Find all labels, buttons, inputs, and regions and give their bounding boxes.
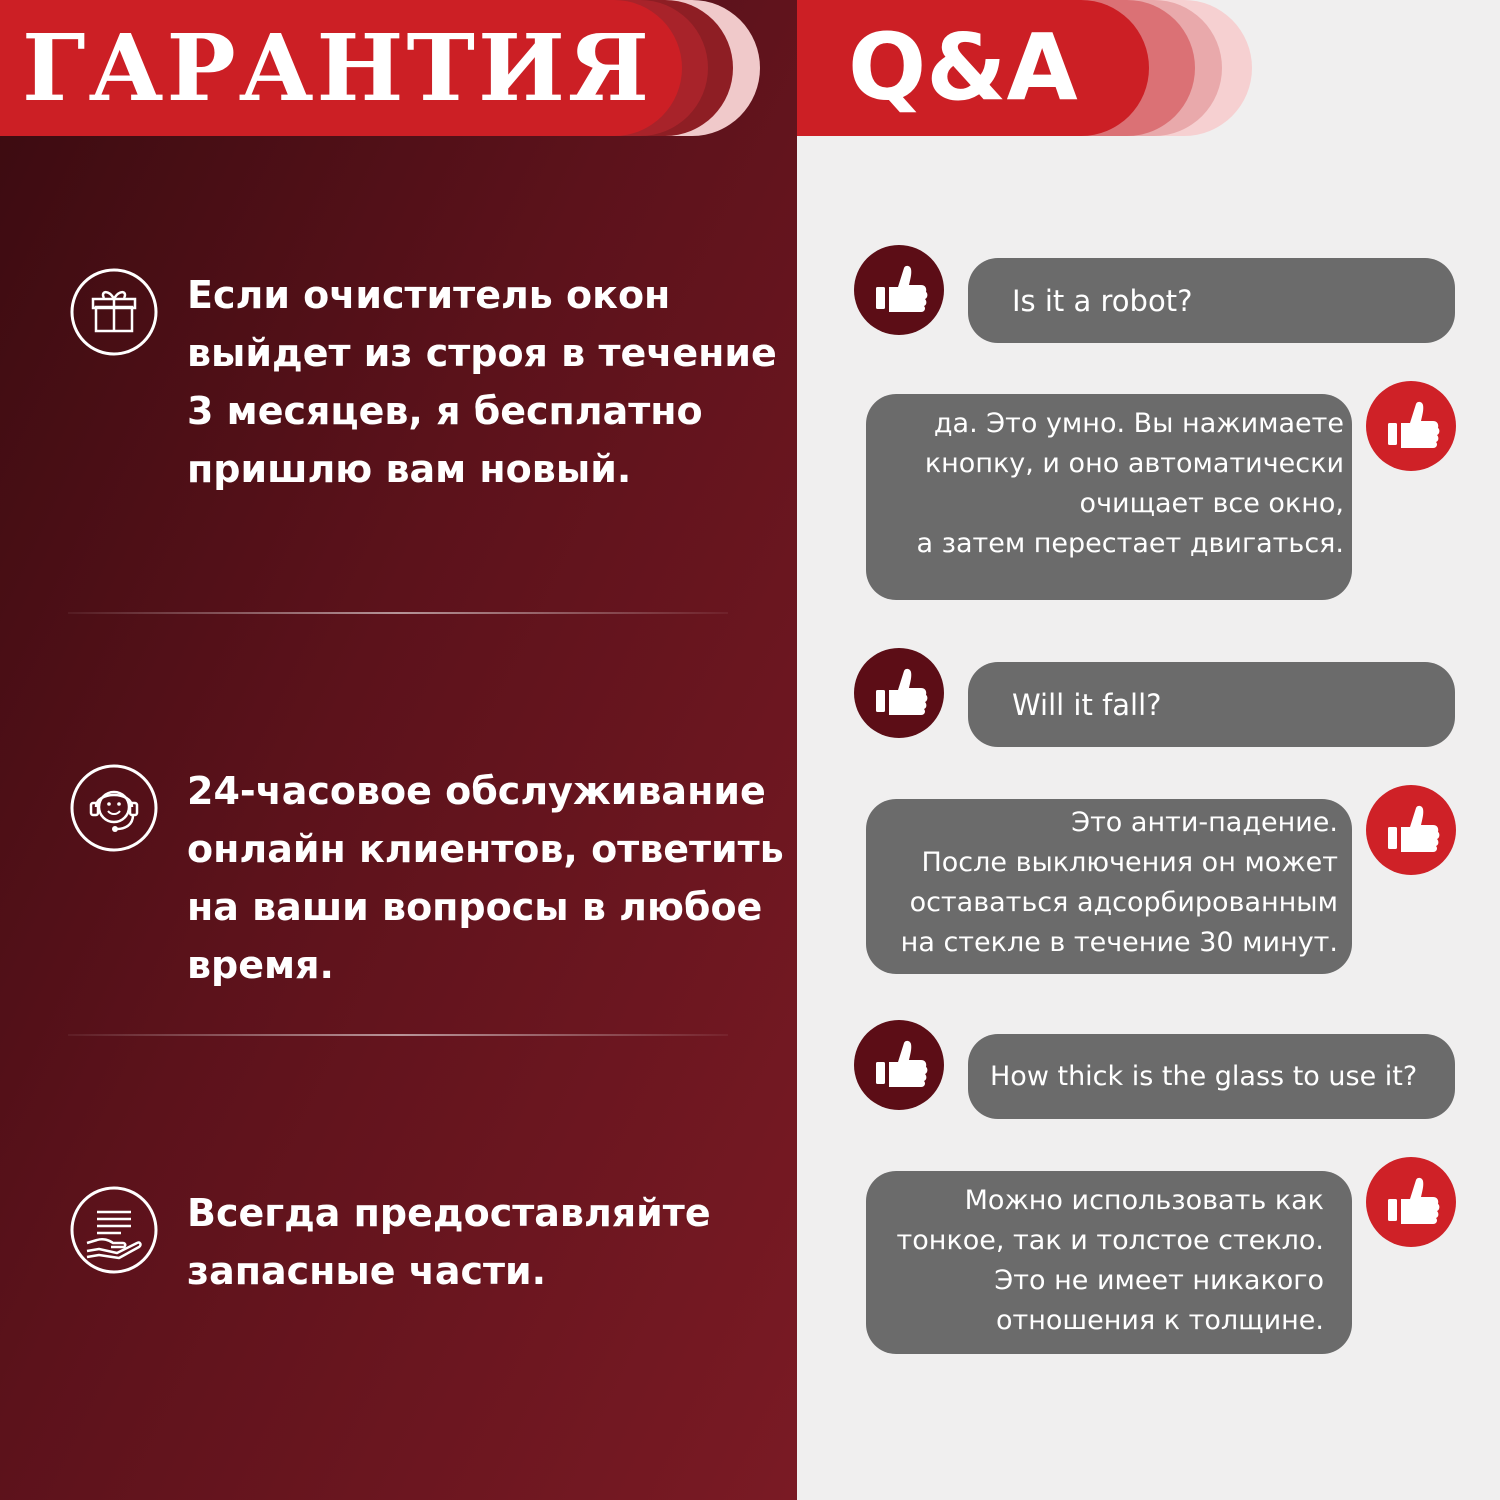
thumbs-up-icon xyxy=(1366,1157,1456,1247)
guarantee-title: ГАРАНТИЯ xyxy=(22,14,652,122)
feature-text-support: 24-часовое обслуживание онлайн клиентов, ответить на ваши вопросы в любое время. xyxy=(187,769,784,987)
question-text: How thick is the glass to use it? xyxy=(990,1061,1418,1092)
hand-document-icon xyxy=(69,1185,159,1275)
feature-text-spare-parts: Всегда предоставляйте запасные части. xyxy=(187,1191,711,1293)
answer-bubble: Это анти-падение. После выключения он может оставаться адсорбированным на стекле в течение 30 минут. xyxy=(866,799,1352,974)
answer-bubble: Можно использовать как тонкое, так и толстое стекло. Это не имеет никакого отношения к толщине. xyxy=(866,1171,1352,1354)
divider xyxy=(68,1034,728,1036)
question-bubble xyxy=(968,258,1455,343)
qa-title: Q&A xyxy=(848,14,1078,121)
question-bubble xyxy=(968,1034,1455,1119)
divider xyxy=(68,612,728,614)
thumbs-up-icon xyxy=(1366,381,1456,471)
thumbs-up-icon xyxy=(854,1020,944,1110)
gift-icon xyxy=(69,267,159,357)
feature-text-warranty: Если очиститель окон выйдет из строя в течение 3 месяцев, я бесплатно пришлю вам новый. xyxy=(187,273,777,491)
thumbs-up-icon xyxy=(854,245,944,335)
question-bubble xyxy=(968,662,1455,747)
question-text: Will it fall? xyxy=(1012,687,1162,722)
question-text: Is it a robot? xyxy=(1012,283,1193,318)
answer-bubble: да. Это умно. Вы нажимаете кнопку, и оно автоматически очищает все окно, а затем перестает двигаться. xyxy=(866,394,1352,600)
thumbs-up-icon xyxy=(1366,785,1456,875)
headset-support-icon xyxy=(69,763,159,853)
thumbs-up-icon xyxy=(854,648,944,738)
